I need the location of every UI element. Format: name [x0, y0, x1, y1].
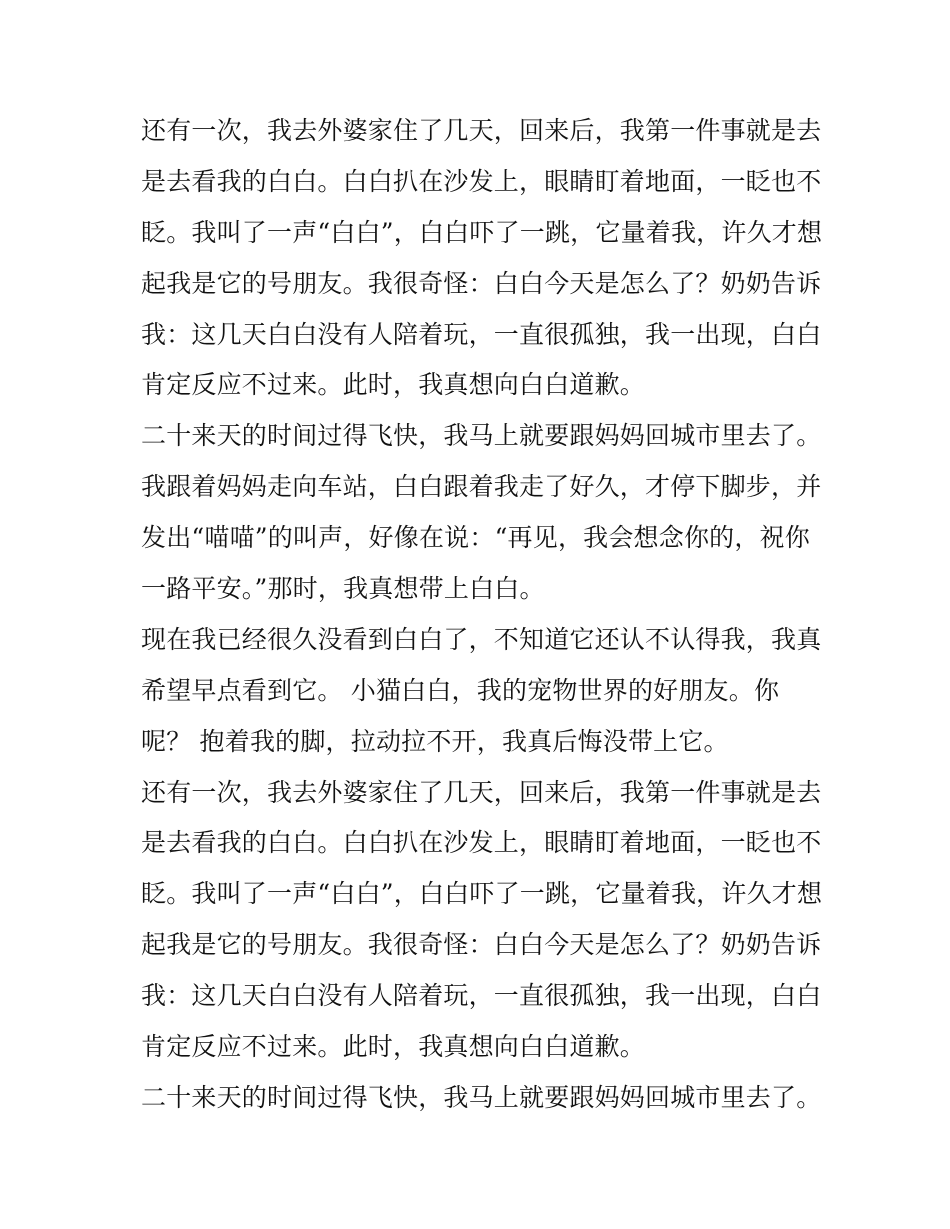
text-line: 眨。我叫了一声“白白”，白白吓了一跳，它量着我，许久才想: [141, 217, 823, 247]
text-line: 一路平安。”那时，我真想带上白白。: [141, 574, 545, 604]
text-line: 二十来天的时间过得飞快，我马上就要跟妈妈回城市里去了。: [141, 421, 822, 451]
text-line: 希望早点看到它。 小猫白白，我的宠物世界的好朋友。你: [141, 675, 780, 705]
text-line: 我：这几天白白没有人陪着玩，一直很孤独，我一出现，白白: [141, 981, 822, 1011]
text-line: 发出“喵喵”的叫声，好像在说：“再见，我会想念你的，祝你: [141, 523, 810, 553]
text-line: 还有一次，我去外婆家住了几天，回来后，我第一件事就是去: [141, 116, 822, 145]
document-body: [141, 106, 821, 1124]
text-line: 起我是它的号朋友。我很奇怪：白白今天是怎么了？奶奶告诉: [141, 930, 822, 960]
text-line: 肯定反应不过来。此时，我真想向白白道歉。: [141, 1032, 646, 1062]
text-line: 现在我已经很久没看到白白了，不知道它还认不认得我，我真: [141, 624, 822, 654]
text-line: 眨。我叫了一声“白白”，白白吓了一跳，它量着我，许久才想: [141, 879, 823, 909]
text-line: 肯定反应不过来。此时，我真想向白白道歉。: [141, 370, 646, 400]
text-line: 呢？ 抱着我的脚，拉动拉不开，我真后悔没带上它。: [141, 726, 729, 756]
text-line: 是去看我的白白。白白扒在沙发上，眼睛盯着地面，一眨也不: [141, 166, 822, 196]
text-line: 我跟着妈妈走向车站，白白跟着我走了好久，才停下脚步，并: [141, 472, 822, 502]
text-line: 是去看我的白白。白白扒在沙发上，眼睛盯着地面，一眨也不: [141, 828, 822, 858]
text-line: 起我是它的号朋友。我很奇怪：白白今天是怎么了？奶奶告诉: [141, 268, 822, 298]
text-line: 还有一次，我去外婆家住了几天，回来后，我第一件事就是去: [141, 777, 822, 807]
text-line: 我：这几天白白没有人陪着玩，一直很孤独，我一出现，白白: [141, 319, 822, 349]
text-line: 二十来天的时间过得飞快，我马上就要跟妈妈回城市里去了。: [141, 1082, 822, 1112]
